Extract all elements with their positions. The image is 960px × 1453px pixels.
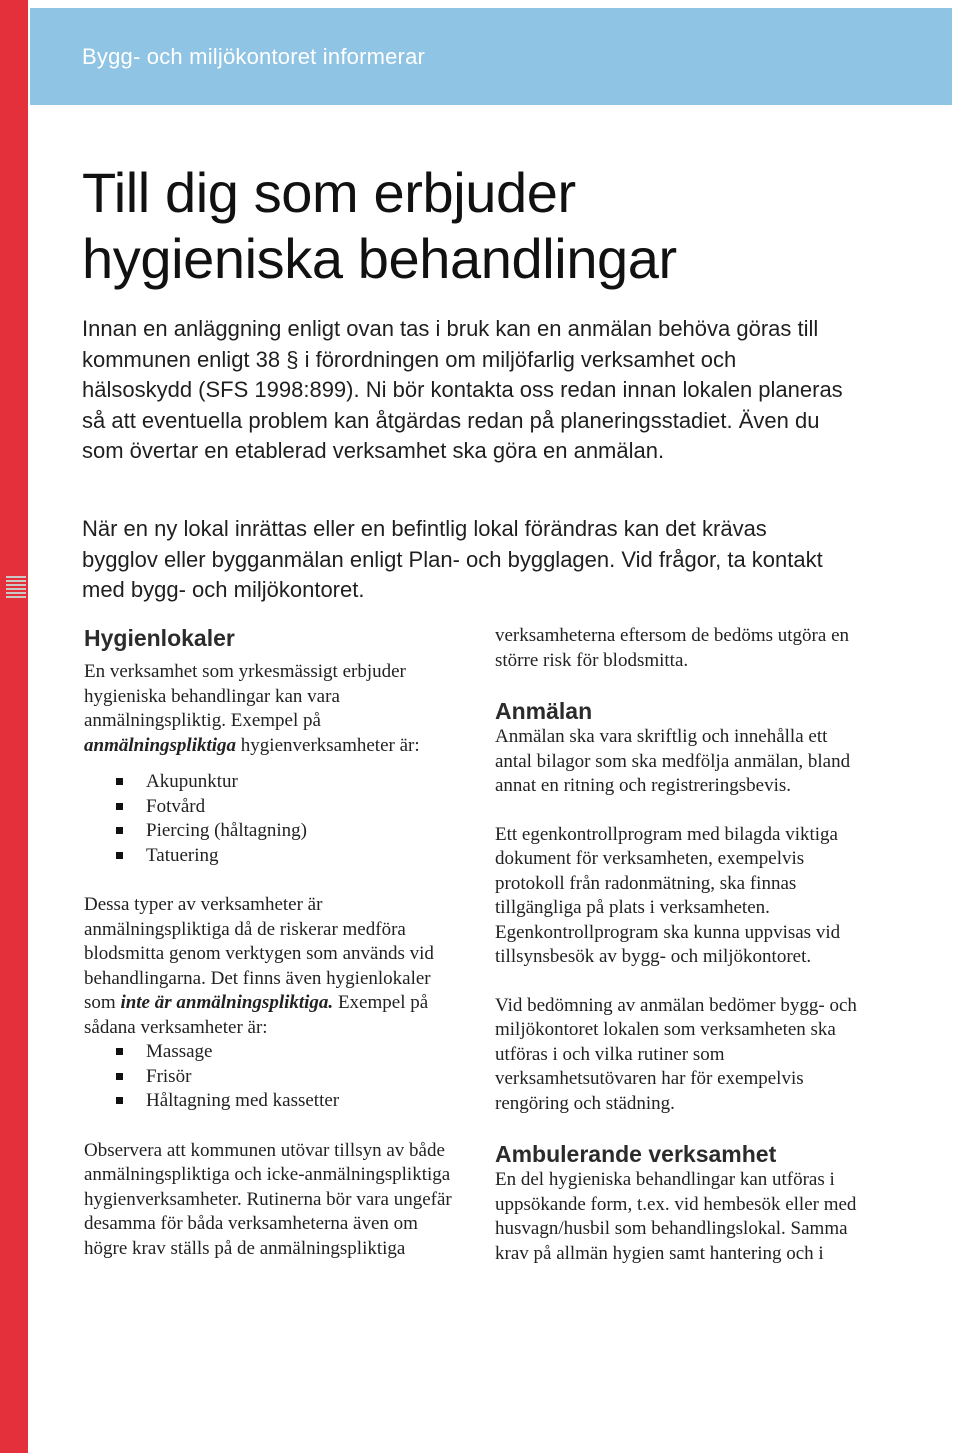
list-item: Håltagning med kassetter (84, 1089, 454, 1114)
square-bullet-icon (116, 803, 123, 810)
accent-bar-edge (28, 0, 30, 1453)
paragraph-observera: Observera att kommunen utövar tillsyn av både anmälningspliktiga och icke-anmälningspliktiga hygienverksamheter. Rutinerna bör vara ungefär desamma för båda verksamheterna även om högre krav ställs på de anmälningspliktiga (84, 1139, 452, 1259)
page-title (82, 160, 902, 292)
left-column (84, 624, 454, 1261)
heading-hygienlokaler: Hygienlokaler (84, 625, 235, 651)
list-item: Frisör (84, 1065, 454, 1090)
header-title: Bygg- och miljökontoret informerar (82, 44, 426, 69)
paragraph-ambulerande: En del hygieniska behandlingar kan utföras i uppsökande form, t.ex. vid hembesök eller med husvagn/husbil som behandlingslokal. Samma krav på allmän hygien samt hantering och i (495, 1169, 857, 1264)
right-column (495, 624, 865, 1266)
header-banner (30, 8, 952, 105)
list-item: Tatuering (84, 844, 454, 869)
text-segment: Dessa typer av verksamheter är anmälningspliktiga då de riskerar medföra blodsmitta genom verktygen som används vid behandlingarna. Det finns även hygienlokaler som (84, 894, 434, 1013)
list-inte-anmalningspliktiga (84, 1040, 454, 1114)
square-bullet-icon (116, 852, 123, 859)
list-anmalningspliktiga (84, 770, 454, 868)
paragraph-anmalningspliktiga (84, 660, 454, 758)
title-line-2: hygieniska behandlingar (82, 227, 677, 290)
paragraph-bedomning: Vid bedömning av anmälan bedömer bygg- och miljökontoret lokalen som verksamheten ska utföras i och vilka rutiner som verksamhetsutövaren har för exempelvis rengöring och städning. (495, 994, 857, 1114)
list-item: Piercing (håltagning) (84, 819, 454, 844)
square-bullet-icon (116, 827, 123, 834)
paragraph-inte-anmalningspliktiga (84, 893, 454, 1040)
paragraph-continued: verksamheterna eftersom de bedöms utgöra en större risk för blodsmitta. (495, 625, 850, 671)
heading-ambulerande: Ambulerande verksamhet (495, 1141, 777, 1167)
square-bullet-icon (116, 1048, 123, 1055)
emphasis-inte-anmalningspliktiga: inte är anmälningspliktiga. (120, 992, 334, 1013)
square-bullet-icon (116, 778, 123, 785)
paragraph-egenkontroll: Ett egenkontrollprogram med bilagda viktiga dokument för verksamheten, exempelvis protokoll från radonmätning, ska finnas tillgängliga på plats i verksamheten. Egenkontrollprogram ska kunna uppvisas vid tillsynsbesök av bygg- och miljökontoret. (495, 823, 841, 967)
paragraph-anmalan: Anmälan ska vara skriftlig och innehålla ett antal bilagor som ska medfölja anmälan, bland annat en ritning och registreringsbevis. (495, 726, 851, 796)
intro-paragraph-1: Innan en anläggning enligt ovan tas i bruk kan en anmälan behöva göras till kommunen enligt 38 § i förordningen om miljöfarlig verksamhet och hälsoskydd (SFS 1998:899). Ni bör kontakta oss redan innan lokalen planeras så att eventuella problem kan åtgärdas redan på planeringsstadiet. Även du som övertar en etablerad verksamhet ska göra en anmälan. (82, 316, 843, 463)
emphasis-anmalningspliktiga: anmälningspliktiga (84, 734, 237, 756)
list-item: Fotvård (84, 795, 454, 820)
list-item: Massage (84, 1040, 454, 1065)
square-bullet-icon (116, 1097, 123, 1104)
title-line-1: Till dig som erbjuder (82, 161, 576, 224)
square-bullet-icon (116, 1073, 123, 1080)
list-item: Akupunktur (84, 770, 454, 795)
text-segment: Exempel på sådana verksamheter är: (84, 992, 429, 1038)
text-segment: En verksamhet som yrkesmässigt erbjuder hygieniska behandlingar kan vara anmälningspliktig. Exempel på (84, 661, 406, 731)
scan-marks (6, 576, 26, 604)
text-segment: hygienverksamheter är: (240, 734, 420, 756)
heading-anmalan: Anmälan (495, 698, 593, 724)
intro-paragraph-2: När en ny lokal inrättas eller en befintlig lokal förändras kan det krävas bygglov eller bygganmälan enligt Plan- och bygglagen. Vid frågor, ta kontakt med bygg- och miljökontoret. (82, 516, 823, 602)
left-accent-bar (0, 0, 28, 1453)
